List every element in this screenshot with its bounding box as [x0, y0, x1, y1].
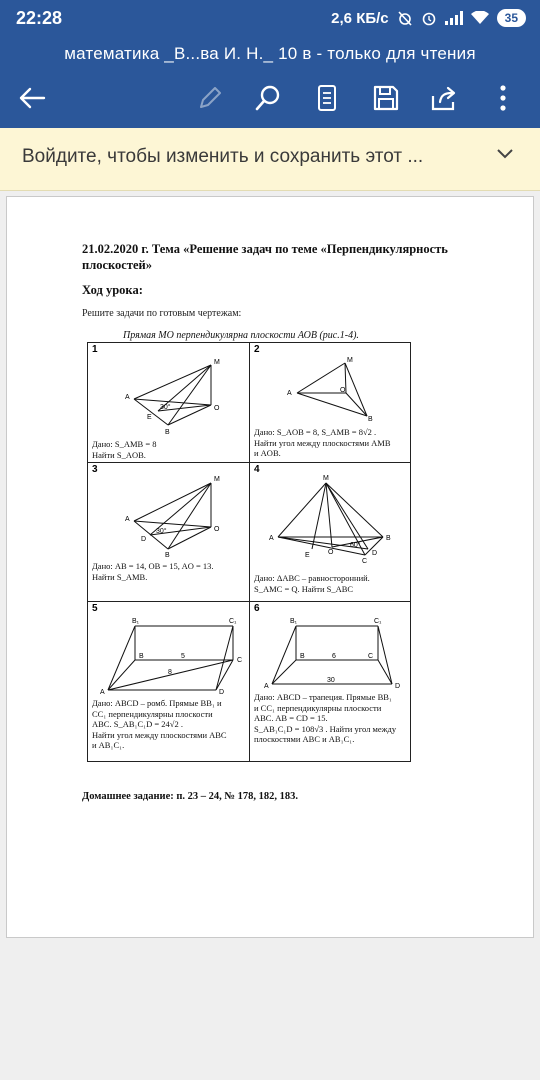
problem-given [92, 698, 227, 751]
figure-label: 5 [181, 653, 185, 660]
figure-label: B [165, 552, 170, 559]
share-icon [430, 85, 458, 111]
figure-label: C [237, 657, 243, 664]
figure-label: M [214, 476, 220, 483]
figure-label: 30 [327, 677, 335, 684]
given-line: Найти угол между плоскостями AMB [254, 437, 391, 448]
figure-4 [250, 463, 410, 563]
figure-label: C₁ [374, 618, 382, 625]
problem-cell-3 [88, 463, 249, 601]
problem-number: 5 [92, 603, 98, 614]
problem-cell-5 [88, 602, 249, 761]
sign-in-banner[interactable] [0, 128, 540, 191]
back-button[interactable] [16, 82, 48, 114]
network-speed: 2,6 КБ/с [331, 9, 389, 27]
problem-given [254, 427, 391, 459]
figure-3 [88, 463, 249, 559]
problem-grid [87, 342, 411, 762]
figure-label: M [323, 475, 329, 482]
document-title: математика _В...ва И. Н._ 10 в - только для чтения [64, 44, 476, 63]
alarm-off-icon [397, 10, 413, 26]
given-line: и AOB. [254, 448, 281, 458]
status-time: 22:28 [16, 8, 63, 28]
given-line: ABC. AB = CD = 15. [254, 713, 328, 723]
alarm-icon [421, 10, 437, 26]
given-line: плоскостями ABC и AB₁C₁. [254, 734, 355, 744]
problem-given [254, 573, 370, 594]
figure-label: D [219, 689, 225, 696]
figure-label: E [147, 414, 152, 421]
problem-number: 3 [92, 464, 98, 475]
chevron-down-icon[interactable] [496, 148, 514, 160]
given-line: Дано: AB = 14, OB = 15, AO = 13. [92, 561, 214, 571]
save-button[interactable] [370, 82, 402, 114]
share-button[interactable] [428, 82, 460, 114]
given-line: ABC. S_AB₁C₁D = 24√2 . [92, 719, 183, 729]
figure-label: B₁ [290, 618, 298, 625]
figure-label: 8 [168, 669, 172, 676]
battery-indicator: 35 [497, 9, 526, 27]
problem-cell-4 [250, 463, 410, 601]
figure-label: A [125, 516, 130, 523]
figure-6 [250, 602, 410, 692]
figure-label: D [372, 550, 378, 557]
given-line: Найти S_AMB. [92, 571, 148, 582]
problem-cell-2 [250, 343, 410, 462]
figure-label: O [340, 387, 346, 394]
more-options-button[interactable] [487, 82, 519, 114]
figure-label: B [386, 535, 391, 542]
figure-label: M [214, 359, 220, 366]
signal-icon [445, 11, 463, 25]
figure-label: 60° [350, 542, 361, 549]
status-bar [0, 0, 540, 38]
homework-line: Домашнее задание: п. 23 – 24, № 178, 182, 183. [82, 791, 298, 802]
figure-label: E [305, 552, 310, 559]
reading-view-button[interactable] [311, 82, 343, 114]
figure-label: C₁ [229, 618, 237, 625]
problem-cell-6 [250, 602, 410, 761]
figure-label: O [214, 526, 220, 533]
given-line: Найти S_AOB. [92, 449, 146, 460]
reading-view-icon [316, 84, 338, 112]
more-icon [499, 85, 507, 111]
figure-label: 6 [332, 653, 336, 660]
problem-number: 2 [254, 344, 260, 355]
figure-label: A [264, 683, 269, 690]
figure-label: B [300, 653, 305, 660]
wifi-icon [471, 11, 489, 25]
figure-caption: Прямая МО перпендикулярна плоскости АОВ (рис.1-4). [123, 330, 359, 341]
figure-1 [88, 343, 249, 439]
given-line: CC₁ перпендикулярны плоскости [92, 708, 213, 719]
edit-button[interactable] [194, 82, 226, 114]
figure-label: A [125, 394, 130, 401]
instruction-text: Решите задачи по готовым чертежам: [82, 308, 242, 319]
given-line: и AB₁C₁. [92, 740, 125, 750]
figure-2 [250, 343, 410, 425]
document-page [6, 196, 534, 938]
figure-label: C [368, 653, 374, 660]
given-line: Дано: S_AOB = 8, S_AMB = 8√2 . [254, 427, 377, 437]
problem-number: 1 [92, 344, 98, 355]
given-line: S_AB₁C₁D = 108√3 . Найти угол между [254, 723, 397, 734]
save-icon [373, 85, 399, 111]
figure-label: 30° [160, 404, 171, 411]
given-line: Найти угол между плоскостями ABC [92, 729, 227, 740]
figure-label: A [287, 390, 292, 397]
figure-label: O [328, 549, 334, 556]
problem-given [254, 692, 396, 745]
search-button[interactable] [252, 82, 284, 114]
given-line: Дано: ABCD – трапеция. Прямые BB₁ [254, 692, 392, 702]
back-arrow-icon [18, 86, 46, 110]
problem-number: 6 [254, 603, 260, 614]
figure-label: B [139, 653, 144, 660]
given-line: Дано: ΔABC – равносторонний. [254, 573, 370, 583]
banner-text: Войдите, чтобы изменить и сохранить этот ... [22, 146, 424, 167]
figure-label: 30° [156, 528, 167, 535]
problem-given [92, 439, 157, 460]
figure-label: A [100, 689, 105, 696]
problem-given [92, 561, 214, 582]
given-line: Дано: ABCD – ромб. Прямые BB₁ и [92, 698, 222, 708]
given-line: Дано: S_AMB = 8 [92, 439, 157, 449]
figure-label: C [362, 558, 368, 565]
document-topic-line: 21.02.2020 г. Тема «Решение задач по теме «Перпендикулярность плоскостей» [82, 242, 448, 272]
problem-cell-1 [88, 343, 249, 462]
app-bar [0, 38, 540, 128]
figure-label: D [141, 536, 147, 543]
search-icon [254, 84, 282, 112]
figure-label: M [347, 357, 353, 364]
figure-label: A [269, 535, 274, 542]
given-line: и CC₁ перпендикулярны плоскости [254, 702, 382, 713]
pencil-icon [197, 85, 223, 111]
figure-label: O [214, 405, 220, 412]
figure-label: D [395, 683, 401, 690]
problem-number: 4 [254, 464, 260, 475]
figure-5 [88, 602, 249, 698]
lesson-heading: Ход урока: [82, 283, 143, 297]
given-line: S_AMC = Q. Найти S_ABC [254, 583, 354, 594]
figure-label: B [368, 416, 373, 423]
figure-label: B₁ [132, 618, 140, 625]
figure-label: B [165, 429, 170, 436]
status-indicators [331, 9, 526, 27]
